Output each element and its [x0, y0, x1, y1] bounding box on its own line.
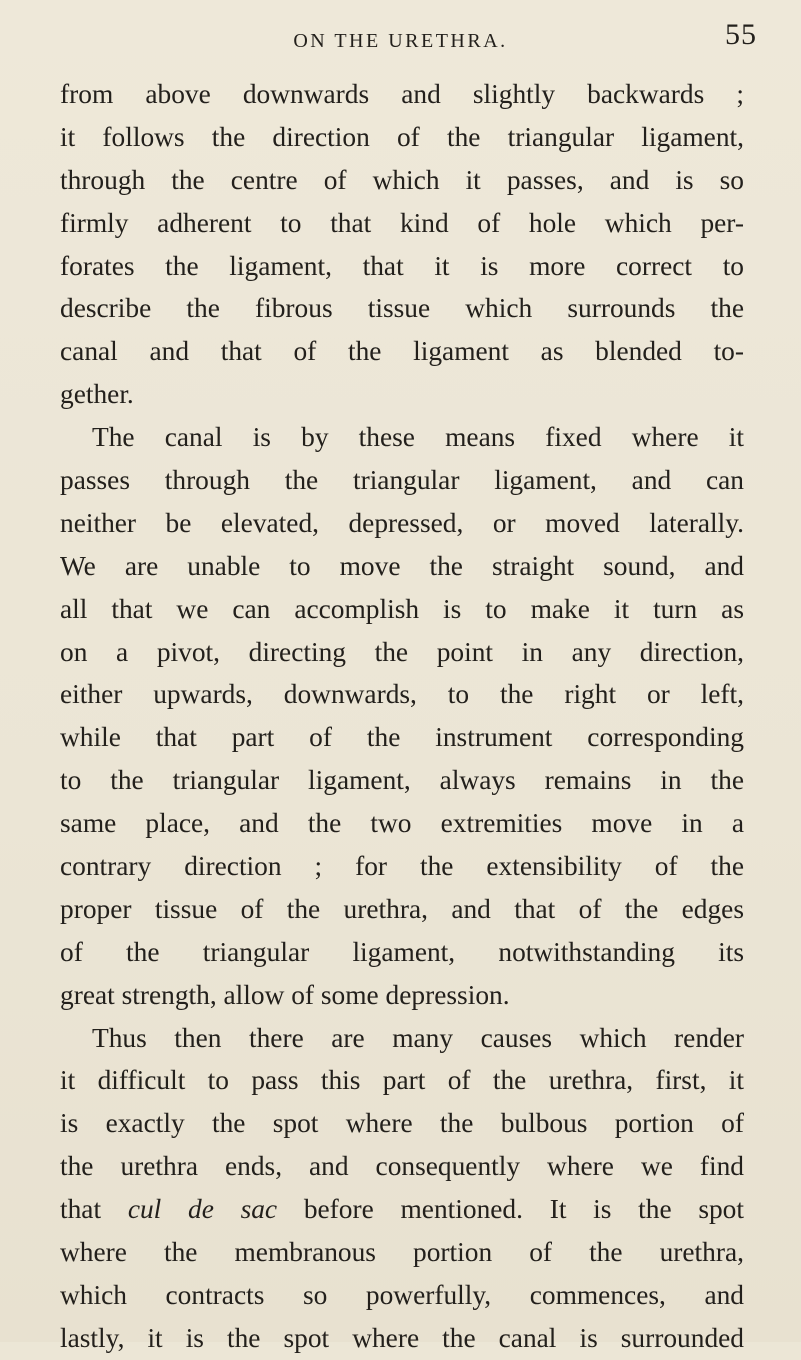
text-line: all that we can accomplish is to make it turn as	[60, 593, 744, 624]
text-line: either upwards, downwards, to the right or left,	[60, 679, 744, 710]
text-fragment: that	[60, 1194, 102, 1225]
text-line: is exactly the spot where the bulbous portion of	[60, 1108, 744, 1139]
text-line: same place, and the two extremities move in a	[60, 808, 744, 839]
running-head	[0, 18, 801, 62]
text-line: the urethra ends, and consequently where we find	[60, 1151, 744, 1182]
page-number: 55	[725, 18, 757, 51]
text-line: through the centre of which it passes, and is so	[60, 164, 744, 195]
text-line: to the triangular ligament, always remains in the	[60, 765, 744, 796]
text-line: it follows the direction of the triangular ligament,	[60, 121, 744, 152]
text-line: of the triangular ligament, notwithstanding its	[60, 936, 744, 967]
text-line: forates the ligament, that it is more correct to	[60, 250, 744, 281]
text-line: passes through the triangular ligament, and can	[60, 465, 744, 496]
text-line: Thus then there are many causes which render	[92, 1022, 744, 1053]
text-line: from above downwards and slightly backwards ;	[60, 79, 744, 109]
text-line: gether.	[60, 379, 134, 410]
body-text	[60, 73, 744, 1360]
text-line: canal and that of the ligament as blended to-	[60, 336, 744, 367]
text-line: contrary direction ; for the extensibility of the	[60, 851, 744, 882]
text-line: lastly, it is the spot where the canal is surrounded	[60, 1322, 744, 1353]
text-fragment: before mentioned. It is the spot	[303, 1194, 744, 1225]
running-title: ON THE URETHRA.	[293, 30, 508, 52]
text-line	[60, 1188, 744, 1231]
text-line: while that part of the instrument corresponding	[60, 722, 744, 753]
text-line: proper tissue of the urethra, and that of the edges	[60, 893, 744, 924]
text-line: on a pivot, directing the point in any direction,	[60, 636, 744, 667]
italic-phrase: cul de sac	[127, 1194, 278, 1225]
text-line: great strength, allow of some depression.	[60, 979, 510, 1010]
text-line: The canal is by these means fixed where it	[92, 422, 744, 453]
text-line: We are unable to move the straight sound, and	[60, 550, 744, 581]
text-line: firmly adherent to that kind of hole which per-	[60, 207, 744, 238]
text-line: neither be elevated, depressed, or moved laterally.	[60, 507, 744, 538]
text-line: which contracts so powerfully, commences, and	[60, 1279, 744, 1310]
text-line: it difficult to pass this part of the urethra, first, it	[60, 1065, 744, 1096]
text-line: where the membranous portion of the urethra,	[60, 1237, 744, 1268]
text-line: describe the fibrous tissue which surrounds the	[60, 293, 744, 324]
